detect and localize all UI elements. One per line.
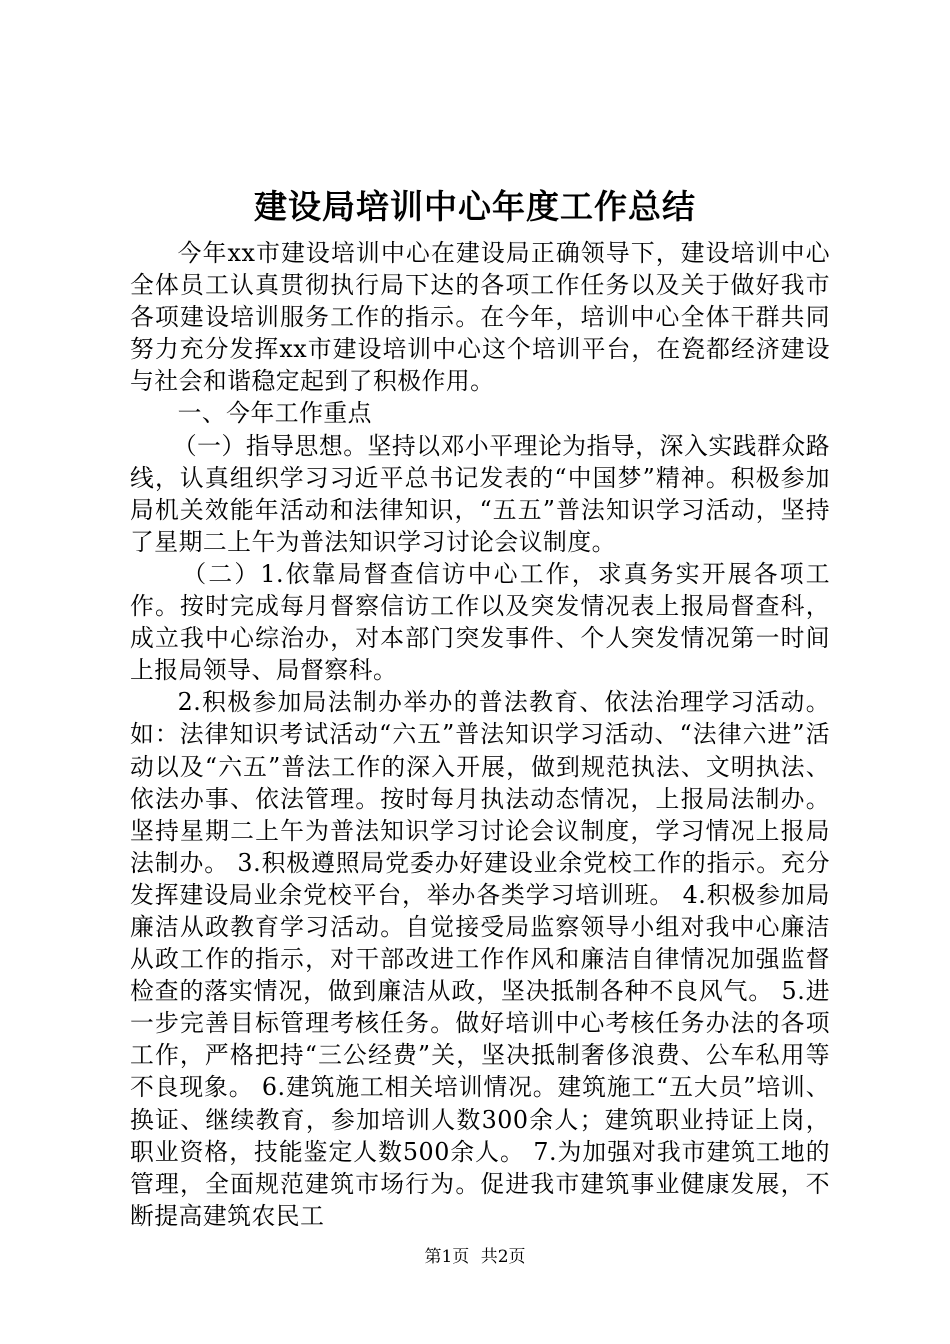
page-total: 共2页 [480, 1247, 526, 1267]
page-number: 第1页 [424, 1247, 470, 1267]
section-heading: 一、今年工作重点 [177, 399, 372, 428]
paragraph-guiding-thought: （一）指导思想。坚持以邓小平理论为指导，深入实践群众路线，认真组织学习习近平总书记发表的“中国梦”精神。积极参加局机关效能年活动和法律知识，“五五”普法知识学习活动，坚持了星期二上午为普法知识学习讨论会议制度。 [130, 431, 830, 556]
page-footer [0, 1245, 950, 1269]
paragraph-intro: 今年xx市建设培训中心在建设局正确领导下，建设培训中心全体员工认真贯彻执行局下达的各项工作任务以及关于做好我市各项建设培训服务工作的指示。在今年，培训中心全体干群共同努力充分发挥xx市建设培训中心这个培训平台，在瓷都经济建设与社会和谐稳定起到了积极作用。 [130, 239, 830, 396]
document-title: 建设局培训中心年度工作总结 [254, 187, 696, 226]
paragraph-item-2: 2.积极参加局法制办举办的普法教育、依法治理学习活动。如：法律知识考试活动“六五”普法知识学习活动、“法律六进”活动以及“六五”普法工作的深入开展，做到规范执法、文明执法、依法办事、依法管理。按时每月执法动态情况，上报局法制办。坚持星期二上午为普法知识学习讨论会议制度，学习情况上报局法制办。 3.积极遵照局党委办好建设业余党校工作的指示。充分发挥建设局业余党校平台，举办各类学习培训班。 4.积极参加局廉洁从政教育学习活动。自觉接受局监察领导小组对我中心廉洁从政工作的指示，对干部改进工作作风和廉洁自律情况加强监督检查的落实情况，做到廉洁从政，坚决抵制各种不良风气。 5.进一步完善目标管理考核任务。做好培训中心考核任务办法的各项工作，严格把持“三公经费”关，坚决抵制奢侈浪费、公车私用等不良现象。 6.建筑施工相关培训情况。建筑施工“五大员”培训、换证、继续教育，参加培训人数300余人；建筑职业持证上岗，职业资格，技能鉴定人数500余人。 7.为加强对我市建筑工地的管理，全面规范建筑市场行为。促进我市建筑事业健康发展，不断提高建筑农民工 [130, 688, 830, 1230]
paragraph-item-1: （二）1.依靠局督查信访中心工作，求真务实开展各项工作。按时完成每月督察信访工作以及突发情况表上报局督查科，成立我中心综治办，对本部门突发事件、个人突发情况第一时间上报局领导、局督察科。 [130, 559, 830, 685]
document-body [130, 237, 830, 1232]
